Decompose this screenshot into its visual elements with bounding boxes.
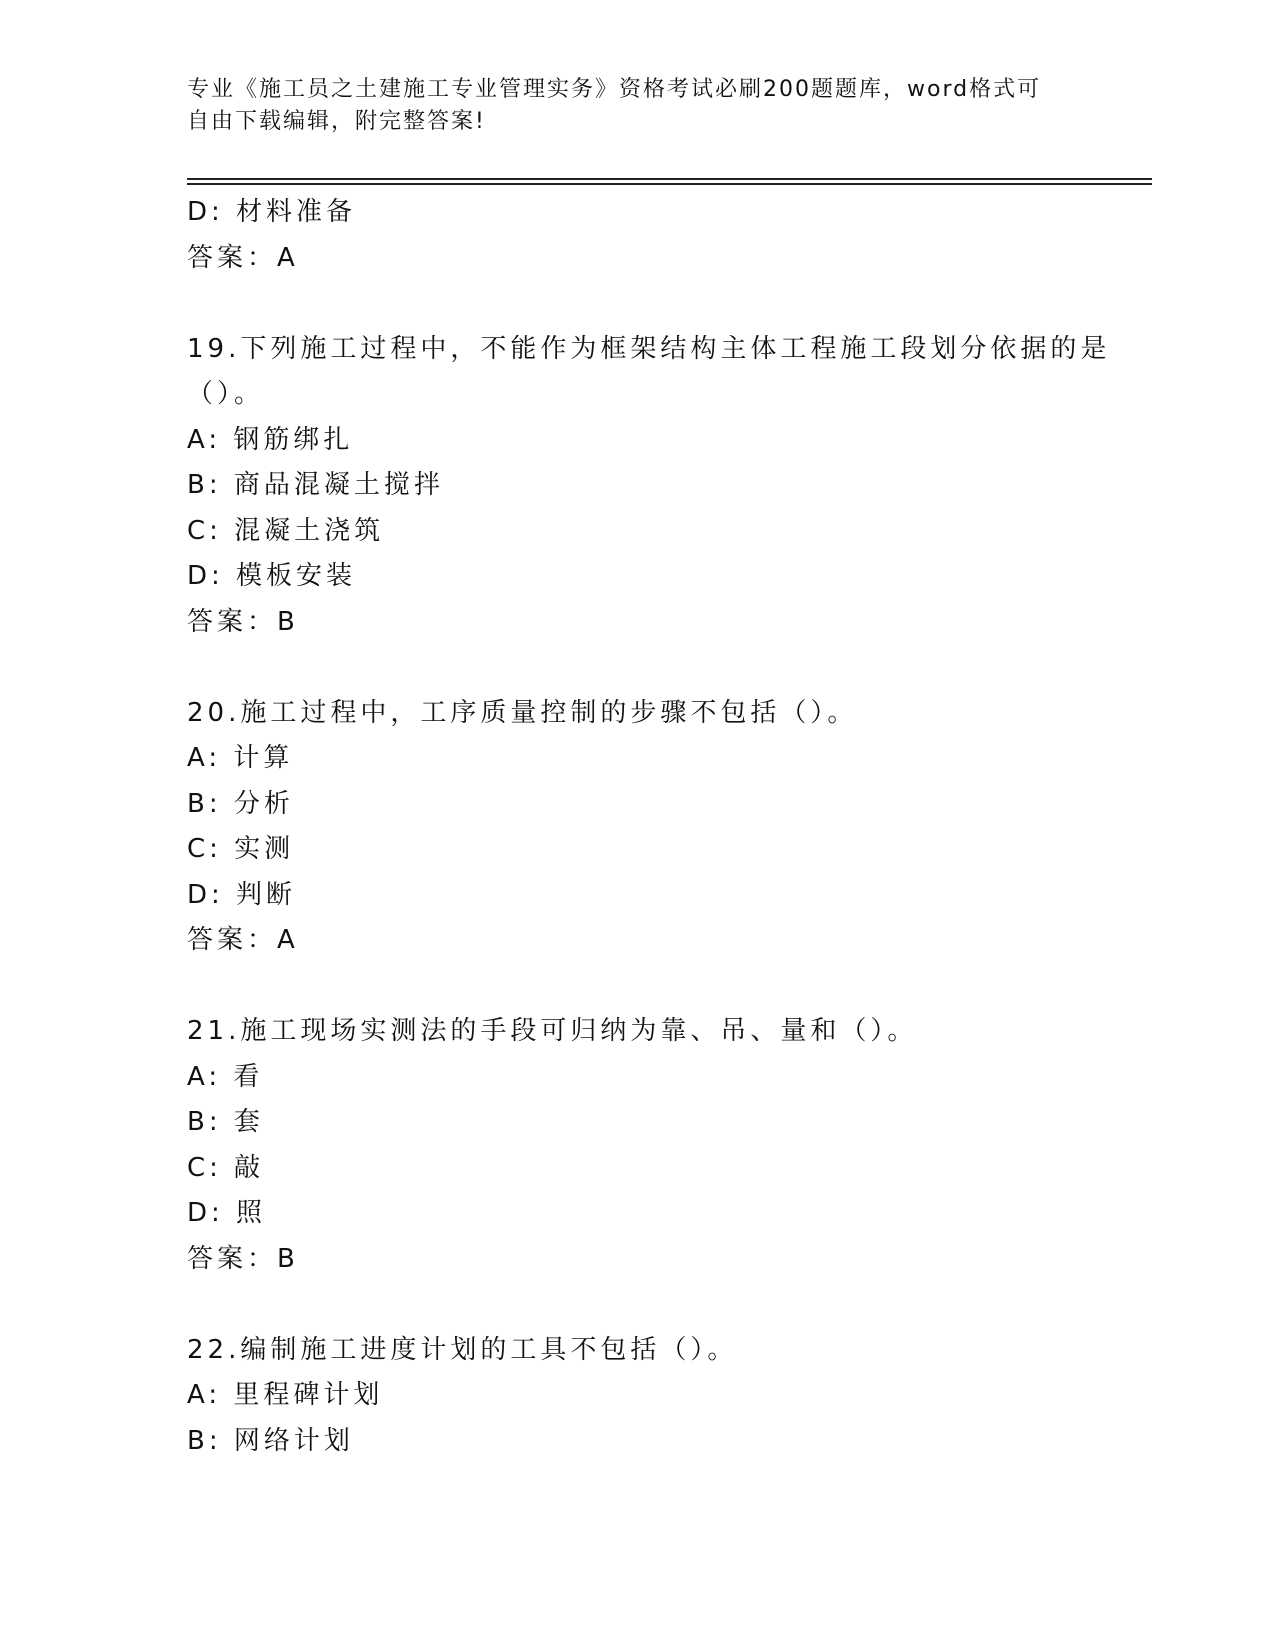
option-b: B: 网络计划 bbox=[187, 1425, 354, 1456]
header-line-1: 专业《施工员之土建施工专业管理实务》资格考试必刷200题题库，word格式可 bbox=[187, 77, 1042, 102]
option-d: D: 模板安装 bbox=[187, 561, 357, 591]
question-stem-continued: （）。 bbox=[187, 379, 265, 409]
header-divider-top bbox=[187, 178, 1152, 180]
question-19 bbox=[187, 327, 1152, 646]
option-a: A: 里程碑计划 bbox=[187, 1380, 384, 1410]
answer: 答案：A bbox=[187, 242, 299, 273]
question-stem: 19.下列施工过程中，不能作为框架结构主体工程施工段划分依据的是 bbox=[187, 333, 1111, 364]
option-c: C: 实测 bbox=[187, 834, 295, 864]
option-d: D: 判断 bbox=[187, 879, 297, 910]
option-b: B: 套 bbox=[187, 1107, 264, 1137]
question-stem: 21.施工现场实测法的手段可归纳为靠、吊、量和（）。 bbox=[187, 1016, 918, 1046]
header-divider-bottom bbox=[187, 183, 1152, 185]
question-21 bbox=[187, 1009, 1152, 1282]
question-22 bbox=[187, 1328, 1152, 1465]
option-a: A: 钢筋绑扎 bbox=[187, 424, 354, 455]
answer: 答案：B bbox=[187, 1243, 299, 1274]
option-a: A: 看 bbox=[187, 1061, 264, 1092]
answer: 答案：A bbox=[187, 925, 299, 955]
question-20 bbox=[187, 691, 1152, 964]
option-d: D: 材料准备 bbox=[187, 197, 357, 227]
question-list bbox=[187, 190, 1152, 1464]
option-c: C: 敲 bbox=[187, 1152, 265, 1183]
document-header bbox=[187, 74, 1067, 138]
question-stem: 22.编制施工进度计划的工具不包括（）。 bbox=[187, 1334, 738, 1365]
option-b: B: 商品混凝土搅拌 bbox=[187, 470, 444, 500]
header-line-2: 自由下载编辑，附完整答案! bbox=[187, 109, 486, 134]
answer: 答案：B bbox=[187, 606, 299, 637]
option-a: A: 计算 bbox=[187, 743, 294, 773]
option-d: D: 照 bbox=[187, 1198, 267, 1228]
option-c: C: 混凝土浇筑 bbox=[187, 515, 385, 546]
option-b: B: 分析 bbox=[187, 788, 294, 819]
question-stem: 20.施工过程中，工序质量控制的步骤不包括（）。 bbox=[187, 697, 858, 728]
